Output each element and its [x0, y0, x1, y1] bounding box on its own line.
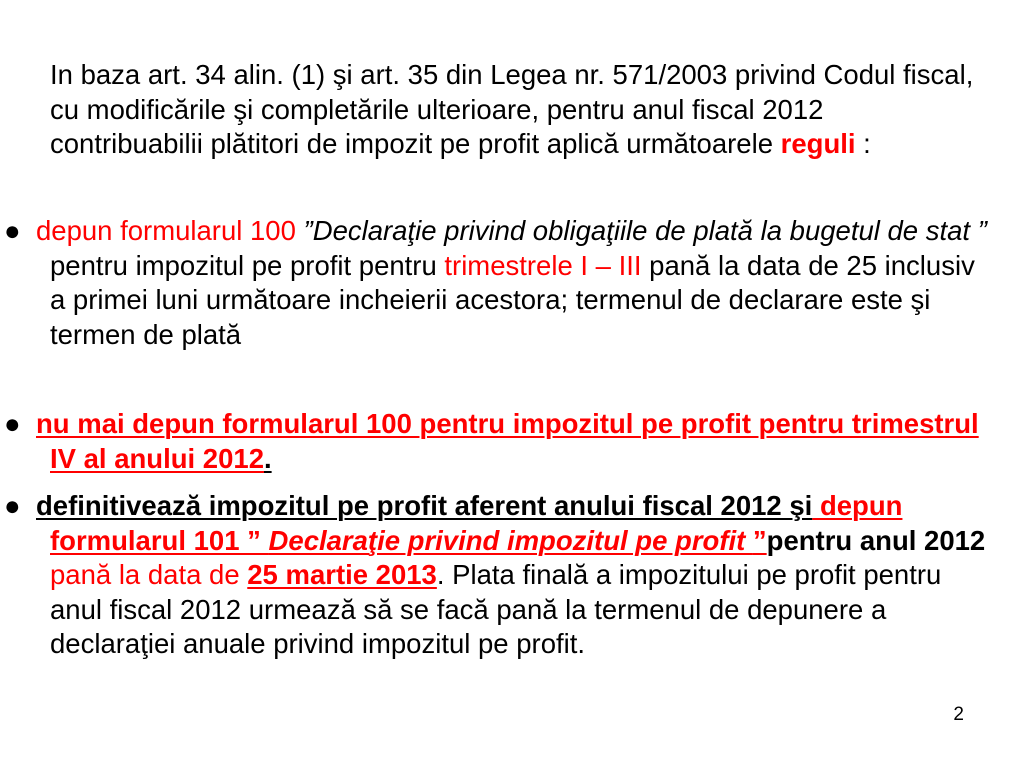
bullet1-text-a: pentru impozitul pe profit pentru	[50, 249, 445, 281]
bullet3-red-c: pană la data de	[50, 559, 248, 590]
intro-text-b: :	[855, 128, 871, 159]
bullet3-red-bold-a: depun formularul 101 ”	[50, 490, 903, 556]
bullet2-tail: .	[263, 442, 272, 474]
bullet3-red-bold-b: ”	[752, 524, 767, 556]
bullet3-bold-b: pentru anul 2012	[766, 524, 986, 556]
intro-reguli: reguli	[780, 128, 856, 159]
bullet2-red-bold: nu mai depun formularul 100 pentru impozitul pe profit pentru trimestrul IV al anului 2012	[36, 408, 979, 474]
intro-text-a: In baza art. 34 alin. (1) şi art. 35 din Legea nr. 571/2003 privind Codul fiscal, cu modificările şi completările ulterioare, pentru anul fiscal 2012 contribuabilii plătitori de impozit pe profit aplică următoarele	[50, 59, 974, 159]
page-number: 2	[953, 704, 964, 725]
bullet-item-2	[0, 407, 990, 476]
bullet-item-1	[0, 214, 990, 352]
bullet3-text-tail: . Plata finală a impozitului pe profit pentru anul fiscal 2012 urmează să se facă pană la termenul de depunere a declaraţiei anuale privind impozitul pe profit.	[50, 559, 942, 659]
bullet-item-3	[0, 489, 990, 662]
bullet-icon: ●	[4, 490, 21, 521]
bullet1-red-b: trimestrele I – III	[444, 249, 642, 281]
intro-paragraph	[50, 58, 980, 162]
bullet-icon: ●	[4, 408, 21, 439]
bullet-icon: ●	[4, 215, 21, 246]
bullet1-red-a: depun formularul 100	[36, 215, 296, 246]
bullet3-red-bold-italic: Declaraţie privind impozitul pe profit	[268, 524, 753, 556]
bullet3-bold-a: definitivează impozitul pe profit aferent anului fiscal 2012 şi	[36, 490, 813, 521]
bullet1-text-b: pană la data de 25 inclusiv a primei luni următoare incheierii acestora; termenul de declarare este şi termen de plată	[50, 249, 975, 350]
bullet3-red-bold-d: 25 martie 2013	[247, 559, 437, 590]
bullet1-italic-a: ”Declaraţie privind obligaţiile de plată la bugetul de stat ”	[295, 215, 987, 246]
